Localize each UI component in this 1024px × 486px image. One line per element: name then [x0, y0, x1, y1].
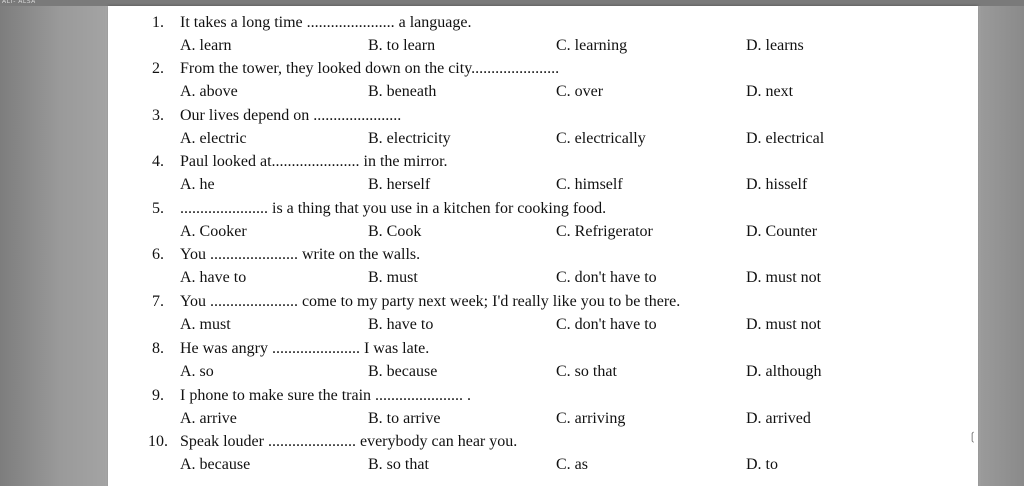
option-c: C. Refrigerator [556, 223, 653, 240]
question-stem: ...................... is a thing that you use in a kitchen for cooking food. [180, 200, 607, 217]
option-c: C. learning [556, 37, 628, 54]
question-5 [108, 200, 978, 247]
option-c: C. so that [556, 363, 617, 380]
option-b: B. have to [368, 316, 434, 333]
question-number: 7. [152, 293, 164, 310]
option-d: D. must not [746, 316, 822, 333]
option-a: A. must [180, 316, 231, 333]
question-stem: Our lives depend on ...................... [180, 107, 402, 124]
question-number: 4. [152, 153, 164, 170]
question-10 [108, 433, 978, 480]
option-d: D. although [746, 363, 822, 380]
option-a: A. electric [180, 130, 247, 147]
option-d: D. arrived [746, 410, 811, 427]
text-cursor-icon: ❲ [968, 430, 978, 443]
question-number: 10. [148, 433, 168, 450]
option-a: A. because [180, 456, 251, 473]
option-c: C. arriving [556, 410, 626, 427]
viewer-top-label: ALT- ALSA [2, 0, 36, 5]
option-a: A. above [180, 83, 238, 100]
option-d: D. hisself [746, 176, 808, 193]
option-c: C. as [556, 456, 588, 473]
question-stem: He was angry ...................... I was late. [180, 340, 430, 357]
option-c: C. over [556, 83, 604, 100]
question-number: 1. [152, 14, 164, 31]
option-d: D. electrical [746, 130, 825, 147]
question-7 [108, 293, 978, 340]
option-b: B. to learn [368, 37, 436, 54]
question-number: 6. [152, 246, 164, 263]
option-c: C. himself [556, 176, 623, 193]
question-number: 8. [152, 340, 164, 357]
option-b: B. Cook [368, 223, 422, 240]
question-number: 3. [152, 107, 164, 124]
option-a: A. have to [180, 269, 247, 286]
option-b: B. to arrive [368, 410, 441, 427]
option-d: D. to [746, 456, 778, 473]
option-a: A. so [180, 363, 214, 380]
question-3 [108, 107, 978, 154]
question-stem: It takes a long time ...................... a language. [180, 14, 472, 31]
option-d: D. next [746, 83, 794, 100]
option-a: A. learn [180, 37, 232, 54]
question-number: 5. [152, 200, 164, 217]
option-c: C. don't have to [556, 269, 657, 286]
question-8 [108, 340, 978, 387]
document-page[interactable] [108, 6, 978, 486]
option-b: B. electricity [368, 130, 451, 147]
option-d: D. must not [746, 269, 822, 286]
question-6 [108, 246, 978, 293]
question-stem: You ...................... come to my party next week; I'd really like you to be there. [180, 293, 681, 310]
option-a: A. arrive [180, 410, 237, 427]
question-number: 9. [152, 387, 164, 404]
option-c: C. electrically [556, 130, 646, 147]
question-stem: I phone to make sure the train ...................... . [180, 387, 472, 404]
option-b: B. herself [368, 176, 431, 193]
option-b: B. must [368, 269, 418, 286]
question-number: 2. [152, 60, 164, 77]
question-4 [108, 153, 978, 200]
question-stem: From the tower, they looked down on the city...................... [180, 60, 560, 77]
question-2 [108, 60, 978, 107]
option-b: B. because [368, 363, 438, 380]
option-c: C. don't have to [556, 316, 657, 333]
question-1 [108, 14, 978, 61]
question-9 [108, 387, 978, 434]
question-stem: Speak louder ...................... everybody can hear you. [180, 433, 518, 450]
option-a: A. Cooker [180, 223, 247, 240]
option-d: D. learns [746, 37, 804, 54]
question-stem: You ...................... write on the walls. [180, 246, 421, 263]
option-b: B. beneath [368, 83, 437, 100]
question-stem: Paul looked at...................... in the mirror. [180, 153, 448, 170]
option-d: D. Counter [746, 223, 818, 240]
option-b: B. so that [368, 456, 429, 473]
option-a: A. he [180, 176, 215, 193]
